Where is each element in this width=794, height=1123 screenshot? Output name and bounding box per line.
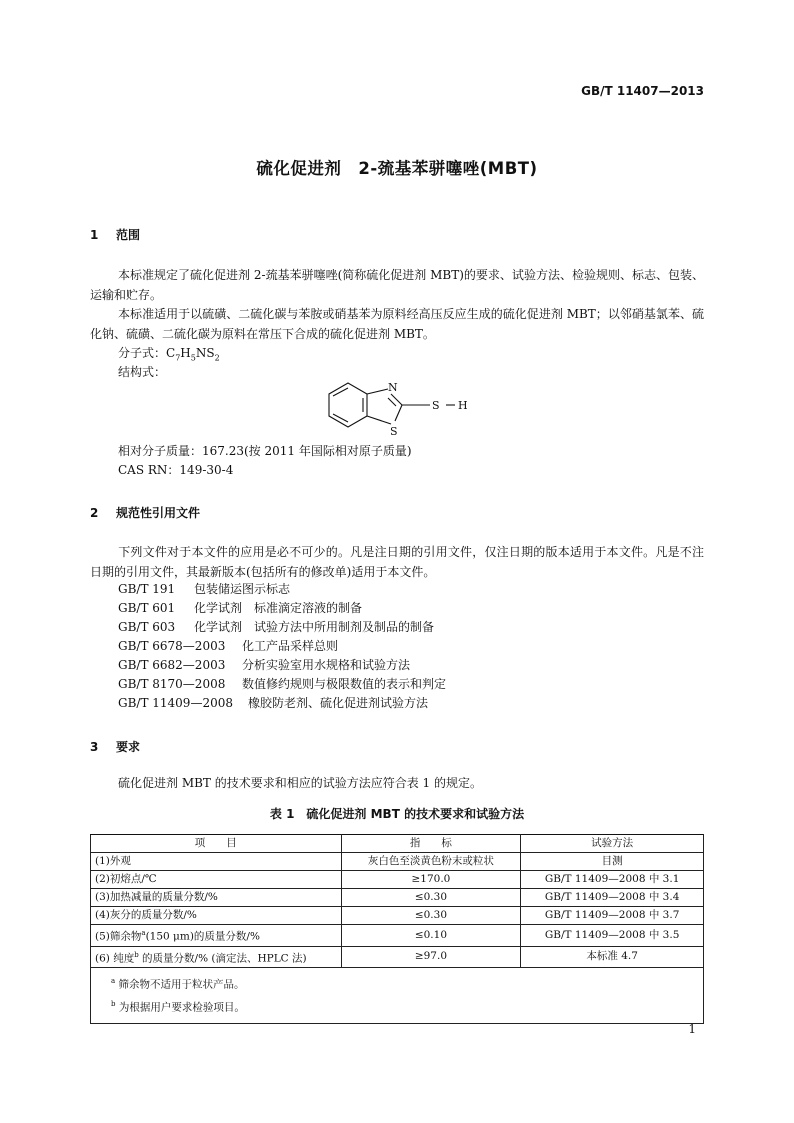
table-note xyxy=(111,995,703,1018)
nitrogen-atom: N xyxy=(388,381,398,394)
section-title: 范围 xyxy=(116,228,141,242)
note-text: 为根据用户要求检验项目。 xyxy=(118,1001,245,1013)
section-2-heading xyxy=(90,504,200,521)
references-paragraph xyxy=(90,543,704,582)
reference-title: 包装储运图示标志 xyxy=(194,582,291,596)
cell-index: ≤0.10 xyxy=(341,925,521,947)
paragraph-text: 硫化促进剂 MBT 的技术要求和相应的试验方法应符合表 1 的规定。 xyxy=(118,776,483,790)
table-row xyxy=(91,889,704,907)
table-notes-row xyxy=(91,968,704,1024)
cell-method: GB/T 11409—2008 中 3.4 xyxy=(521,889,704,907)
note-mark: a xyxy=(111,977,116,985)
footnote-mark: b xyxy=(134,950,139,959)
thiazole-ring xyxy=(367,389,455,424)
section-number: 3 xyxy=(90,740,99,754)
formula-ns: NS xyxy=(195,346,215,360)
reference-title: 分析实验室用水规格和试验方法 xyxy=(242,658,411,672)
reference-title: 化学试剂 试验方法中所用制剂及制品的制备 xyxy=(194,620,435,634)
benzene-ring xyxy=(329,383,367,427)
cell-item xyxy=(91,925,342,947)
reference-item xyxy=(118,618,434,638)
table-row xyxy=(91,907,704,925)
cell-index: ≤0.30 xyxy=(341,889,521,907)
cas-number: CAS RN：149-30-4 xyxy=(118,463,234,477)
paragraph-text: 下列文件对于本文件的应用是必不可少的。凡是注日期的引用文件，仅注日期的版本适用于本文件。凡是不注日期的引用文件，其最新版本(包括所有的修改单)适用于本文件。 xyxy=(90,545,704,579)
table-row xyxy=(91,871,704,889)
reference-item xyxy=(118,637,338,657)
table-caption: 表 1 硫化促进剂 MBT 的技术要求和试验方法 xyxy=(269,807,525,821)
thiol-sulfur-atom: S xyxy=(432,399,440,412)
cell-index: ≥170.0 xyxy=(341,871,521,889)
section-title: 规范性引用文件 xyxy=(116,506,201,520)
reference-item xyxy=(118,675,446,695)
reference-title: 化工产品采样总则 xyxy=(242,639,339,653)
structure-label: 结构式： xyxy=(118,365,167,379)
standard-number: GB/T 11407—2013 xyxy=(581,84,704,98)
paragraph-text: 本标准规定了硫化促进剂 2-巯基苯骈噻唑(简称硫化促进剂 MBT)的要求、试验方法、检验规则、标志、包装、运输和贮存。 xyxy=(90,268,704,302)
table-row xyxy=(91,946,704,968)
paragraph-text: 本标准适用于以硫磺、二硫化碳与苯胺或硝基苯为原料经高压反应生成的硫化促进剂 MBT；以邻硝基氯苯、硫化钠、硫磺、二硫化碳为原料在常压下合成的硫化促进剂 MBT。 xyxy=(90,307,704,341)
formula-h-count: 5 xyxy=(190,353,196,363)
scope-paragraph-1 xyxy=(90,266,704,305)
formula-label: 分子式： xyxy=(118,346,167,360)
reference-item xyxy=(118,694,428,714)
reference-code: GB/T 11409—2008 xyxy=(118,696,233,710)
cell-item: (2)初熔点/℃ xyxy=(91,871,342,889)
cell-index: 灰白色至淡黄色粉末或粒状 xyxy=(341,853,521,871)
cell-method: GB/T 11409—2008 中 3.1 xyxy=(521,871,704,889)
table-note xyxy=(111,972,703,995)
cell-item xyxy=(91,946,342,968)
item-text: (6) 纯度 xyxy=(95,952,135,964)
table-header-row xyxy=(91,835,704,853)
item-text: (150 μm)的质量分数/% xyxy=(145,930,260,943)
section-number: 2 xyxy=(90,506,99,520)
section-number: 1 xyxy=(90,228,99,242)
ring-sulfur-atom: S xyxy=(390,425,398,438)
formula-h: H xyxy=(180,346,191,360)
reference-item xyxy=(118,656,410,676)
reference-title: 橡胶防老剂、硫化促进剂试验方法 xyxy=(248,696,429,710)
cell-method: 目测 xyxy=(521,853,704,871)
cell-index: ≤0.30 xyxy=(341,907,521,925)
table-row xyxy=(91,925,704,947)
hydrogen-atom: H xyxy=(458,399,468,412)
formula-ns-count: 2 xyxy=(214,353,220,363)
reference-item xyxy=(118,599,362,619)
reference-code: GB/T 8170—2008 xyxy=(118,677,226,691)
reference-title: 数值修约规则与极限数值的表示和判定 xyxy=(242,677,447,691)
footnote-mark: a xyxy=(141,929,146,937)
structural-formula-diagram xyxy=(318,380,488,446)
note-mark: b xyxy=(111,999,116,1008)
section-1-heading xyxy=(90,226,140,243)
column-header-item: 项 目 xyxy=(91,835,342,853)
page-number: 1 xyxy=(688,1022,696,1036)
cell-method: 本标准 4.7 xyxy=(521,946,704,968)
reference-code: GB/T 6682—2003 xyxy=(118,658,226,672)
reference-item xyxy=(118,580,290,600)
column-header-method: 试验方法 xyxy=(521,835,704,853)
table-row xyxy=(91,853,704,871)
molecular-mass: 相对分子质量：167.23(按 2011 年国际相对原子质量) xyxy=(118,444,412,458)
scope-paragraph-2 xyxy=(90,305,704,344)
reference-title: 化学试剂 标准滴定溶液的制备 xyxy=(194,601,363,615)
formula-c-count: 7 xyxy=(175,353,181,363)
note-text: 筛余物不适用于粒状产品。 xyxy=(118,978,245,991)
cell-item: (3)加热减量的质量分数/% xyxy=(91,889,342,907)
requirements-table xyxy=(90,834,704,1024)
cell-index: ≥97.0 xyxy=(341,946,521,968)
section-3-heading xyxy=(90,738,140,755)
document-title: 硫化促进剂 2-巯基苯骈噻唑(MBT) xyxy=(256,159,538,178)
reference-code: GB/T 191 xyxy=(118,582,176,596)
cell-method: GB/T 11409—2008 中 3.7 xyxy=(521,907,704,925)
reference-code: GB/T 6678—2003 xyxy=(118,639,226,653)
reference-code: GB/T 601 xyxy=(118,601,176,615)
section-title: 要求 xyxy=(116,740,141,754)
formula-c: C xyxy=(166,346,176,360)
column-header-index: 指 标 xyxy=(341,835,521,853)
cell-item: (4)灰分的质量分数/% xyxy=(91,907,342,925)
cell-method: GB/T 11409—2008 中 3.5 xyxy=(521,925,704,947)
table-notes xyxy=(91,968,704,1024)
item-text: (5)筛余物 xyxy=(95,930,142,943)
reference-code: GB/T 603 xyxy=(118,620,176,634)
cell-item: (1)外观 xyxy=(91,853,342,871)
requirements-paragraph xyxy=(90,774,704,794)
item-text: 的质量分数/% (滴定法、HPLC 法) xyxy=(138,952,307,964)
